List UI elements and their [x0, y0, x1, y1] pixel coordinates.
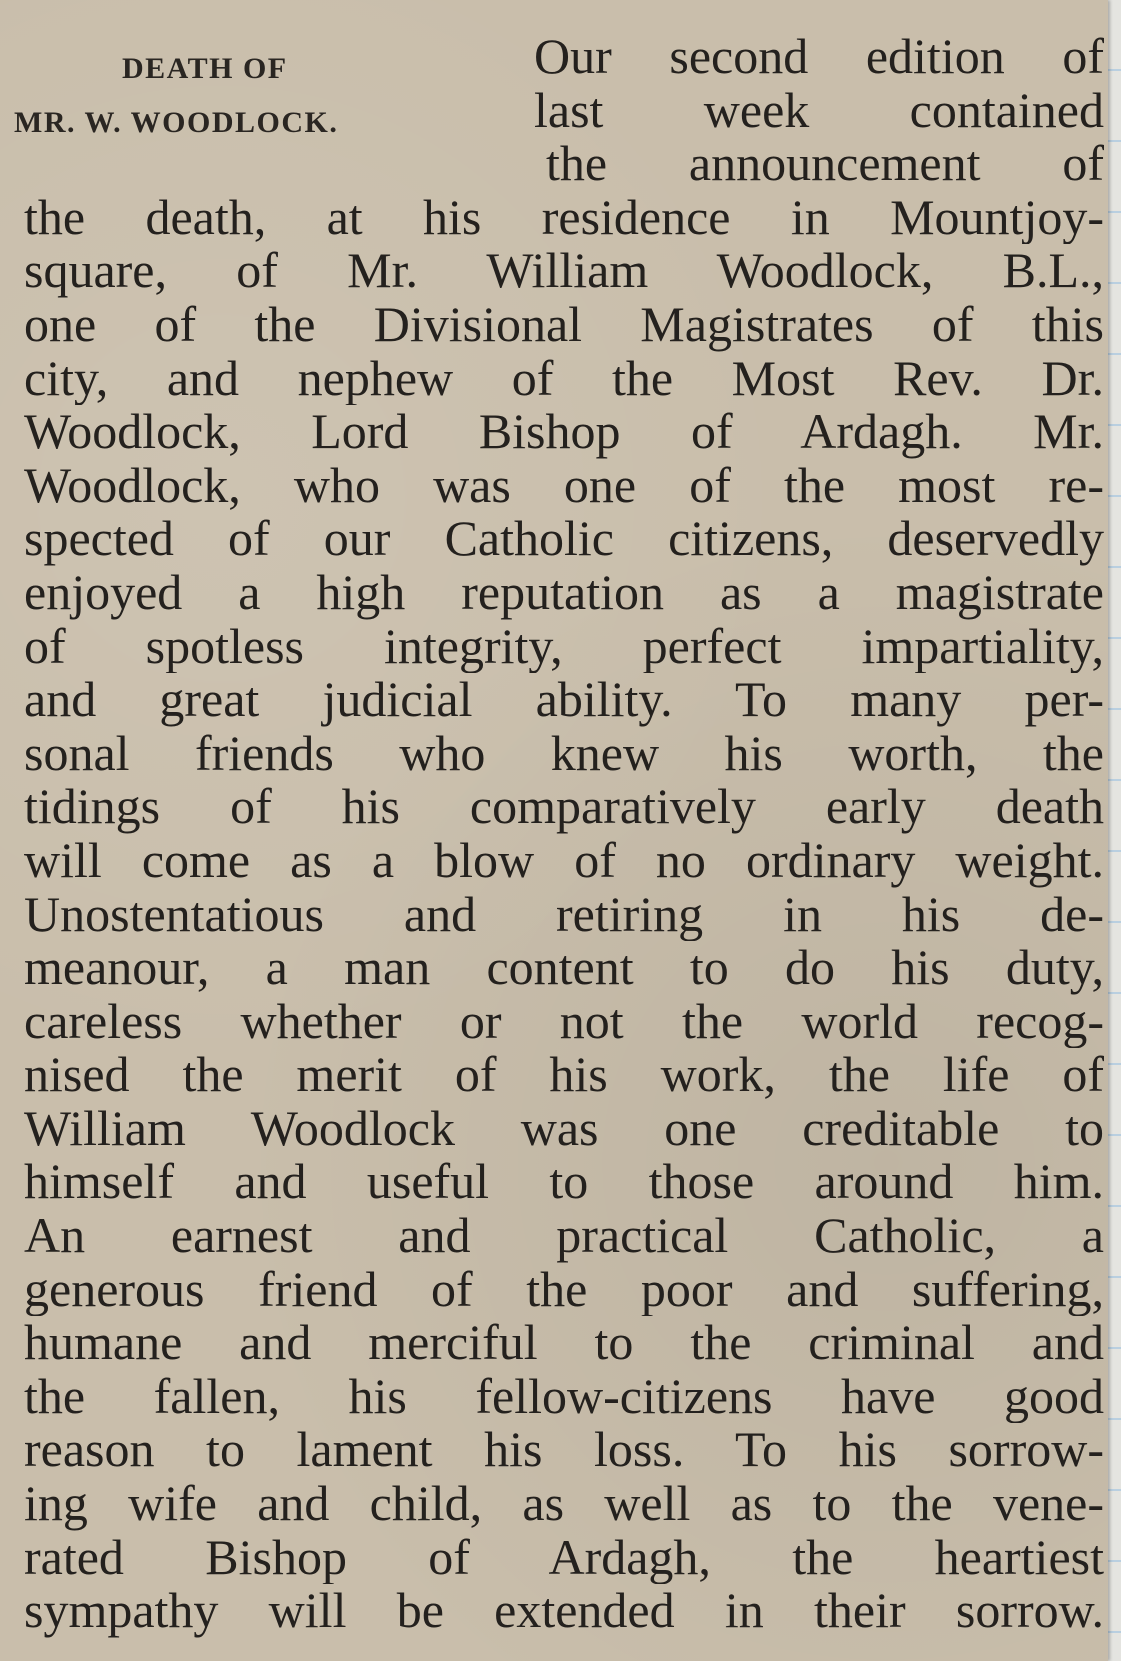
article-line: Woodlock, who was one of the most re- [24, 458, 1104, 513]
article-body [24, 30, 1104, 1638]
article-line: the death, at his residence in Mountjoy- [24, 190, 1104, 245]
article-line: and great judicial ability. To many per- [24, 673, 1104, 727]
article-line: sympathy will be extended in their sorrow. [24, 1584, 1104, 1638]
article-line: nised the merit of his work, the life of [24, 1048, 1104, 1102]
article-line: will come as a blow of no ordinary weight. [24, 833, 1104, 888]
article-line: An earnest and practical Catholic, a [24, 1209, 1104, 1263]
article-line: Our second edition of [534, 30, 1104, 84]
article-line: Unostentatious and retiring in his de- [24, 887, 1104, 942]
article-line: William Woodlock was one creditable to [24, 1101, 1104, 1156]
article-line: square, of Mr. William Woodlock, B.L., [24, 244, 1104, 298]
article-line: reason to lament his loss. To his sorrow- [24, 1423, 1104, 1478]
article-line: careless whether or not the world recog- [24, 994, 1104, 1049]
article-line: of spotless integrity, perfect impartiality, [24, 619, 1104, 674]
headline-line-1: DEATH OF [122, 52, 288, 85]
article-line: meanour, a man content to do his duty, [24, 941, 1104, 995]
article-line: rated Bishop of Ardagh, the heartiest [24, 1530, 1104, 1585]
headline-line-2: MR. W. WOODLOCK. [14, 106, 339, 139]
article-line: enjoyed a high reputation as a magistrate [24, 565, 1104, 620]
article-line: ing wife and child, as well as to the vene- [24, 1477, 1104, 1531]
article-line: tidings of his comparatively early death [24, 780, 1104, 834]
article-line: sonal friends who knew his worth, the [24, 726, 1104, 781]
article-line: generous friend of the poor and suffering, [24, 1262, 1104, 1317]
article-line: last week contained [534, 83, 1104, 138]
article-line: the announcement of [546, 137, 1104, 191]
article-line: spected of our Catholic citizens, deservedly [24, 512, 1104, 566]
article-line: Woodlock, Lord Bishop of Ardagh. Mr. [24, 405, 1104, 459]
article-line: humane and merciful to the criminal and [24, 1316, 1104, 1370]
article-line: one of the Divisional Magistrates of this [24, 297, 1104, 352]
article-line: himself and useful to those around him. [24, 1155, 1104, 1210]
article-line: city, and nephew of the Most Rev. Dr. [24, 351, 1104, 406]
article-line: the fallen, his fellow-citizens have good [24, 1369, 1104, 1424]
